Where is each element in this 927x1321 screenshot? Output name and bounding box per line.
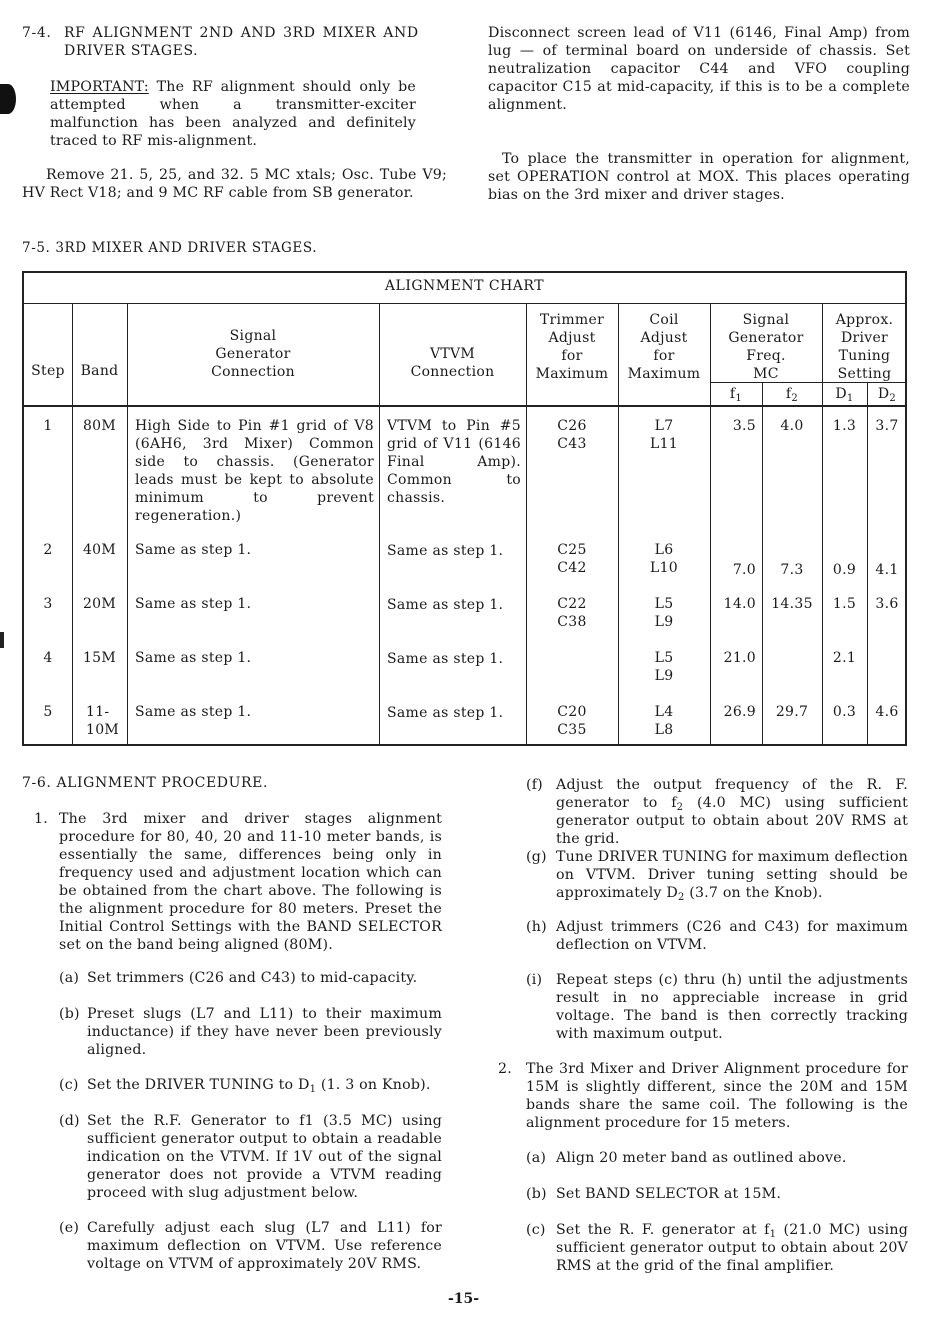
disconnect-paragraph: Disconnect screen lead of V11 (6146, Final Amp) from lug — of terminal board on underside of chassis. Set neutralization capacitor C44 and VFO coupling capacitor C15 at mid-capacity, if this is to be a complete alignment. xyxy=(488,25,910,113)
procedure-item-2: The 3rd Mixer and Driver Alignment procedure for 15M is slightly different, since the 20M and 15M bands share the same coil. The following is the alignment procedure for 15 meters. xyxy=(526,1061,908,1131)
section-7-4-heading: RF ALIGNMENT 2ND AND 3RD MIXER AND DRIVER STAGES. xyxy=(64,25,419,59)
table-rule xyxy=(24,405,905,407)
header-f1: $f_1$ xyxy=(729,386,743,404)
important-text: The RF alignment should only be attempted when a transmitter-exciter malfunction has been analyzed and definitely traced to RF mis-alignment. xyxy=(50,79,416,149)
section-7-5-heading: 7-5. 3RD MIXER AND DRIVER STAGES. xyxy=(22,240,318,256)
important-label: IMPORTANT: xyxy=(50,79,149,95)
binder-edge-mark xyxy=(0,632,4,648)
page-number: -15- xyxy=(448,1291,480,1307)
header-d1: $D_1$ xyxy=(835,386,854,404)
header-driver-tuning: Approx. Driver Tuning Setting xyxy=(835,312,894,382)
header-band: Band xyxy=(80,363,119,379)
header-siggen-connection: Signal Generator Connection xyxy=(211,328,295,380)
list-number: 2. xyxy=(498,1061,512,1077)
header-vtvm-connection: VTVM Connection xyxy=(410,346,495,380)
remove-paragraph: Remove 21. 5, 25, and 32. 5 MC xtals; Osc. Tube V9; HV Rect V18; and 9 MC RF cable from SB generator. xyxy=(22,167,447,201)
list-number: 1. xyxy=(34,811,48,827)
header-siggen-freq: Signal Generator Freq. MC xyxy=(728,312,804,382)
operation-paragraph: To place the transmitter in operation for alignment, set OPERATION control at MOX. This places operating bias on the 3rd mixer and driver stages. xyxy=(488,151,910,203)
chart-title: ALIGNMENT CHART xyxy=(384,278,545,294)
table-rule xyxy=(24,303,905,304)
header-d2: $D_2$ xyxy=(877,386,897,404)
header-step: Step xyxy=(31,363,65,379)
section-7-6-heading: 7-6. ALIGNMENT PROCEDURE. xyxy=(22,775,269,791)
binder-hole-mark xyxy=(0,84,16,114)
section-7-4-heading-number: 7-4. xyxy=(22,25,52,41)
header-coil: Coil Adjust for Maximum xyxy=(627,312,701,382)
alignment-chart-table: ALIGNMENT CHART Step Band Signal Generator Connection VTVM Connection Trimmer Adjust for Maximum Coil Adjust for Maximum Signal Generator Freq. MC Approx. Driver Tuning Setting $f_1$ $f_2$ $D_1$ $D_2$ 1 80M High Side to Pin #1 grid of V8 (6AH6, 3rd Mixer) Common side to chassis. (Generator leads must be kept to absolute minimum to prevent regeneration.) VTVM to Pin #5 grid of V11 (6146 Final Amp). Common to chassis. C26 C43 L7 L11 3.5 4.0 1.3 3.7 2 40M Same as step 1. Same as step 1. C25 C42 L6 L10 7.0 7.3 0.9 4.1 3 20M Same as step 1. Same as step 1. C22 C38 L5 L9 14.0 14.35 1.5 3.6 4 15M Same as step 1. Same as step 1. L5 L9 21.0 2.1 5 11- 10M Same as step 1. Same as step 1. C20 C35 L4 L8 26.9 29.7 0.3 4.6 xyxy=(22,271,907,746)
header-f2: $f_2$ xyxy=(785,386,799,404)
procedure-item-1: The 3rd mixer and driver stages alignment procedure for 80, 40, 20 and 11-10 meter bands, is essentially the same, differences being only in frequency used and adjustment location which can be obtained from the chart above. The following is the alignment procedure for 80 meters. Preset the Initial Control Settings with the BAND SELECTOR set on the band being aligned (80M). xyxy=(59,811,442,953)
important-note xyxy=(50,78,416,150)
header-trimmer: Trimmer Adjust for Maximum xyxy=(535,312,609,382)
